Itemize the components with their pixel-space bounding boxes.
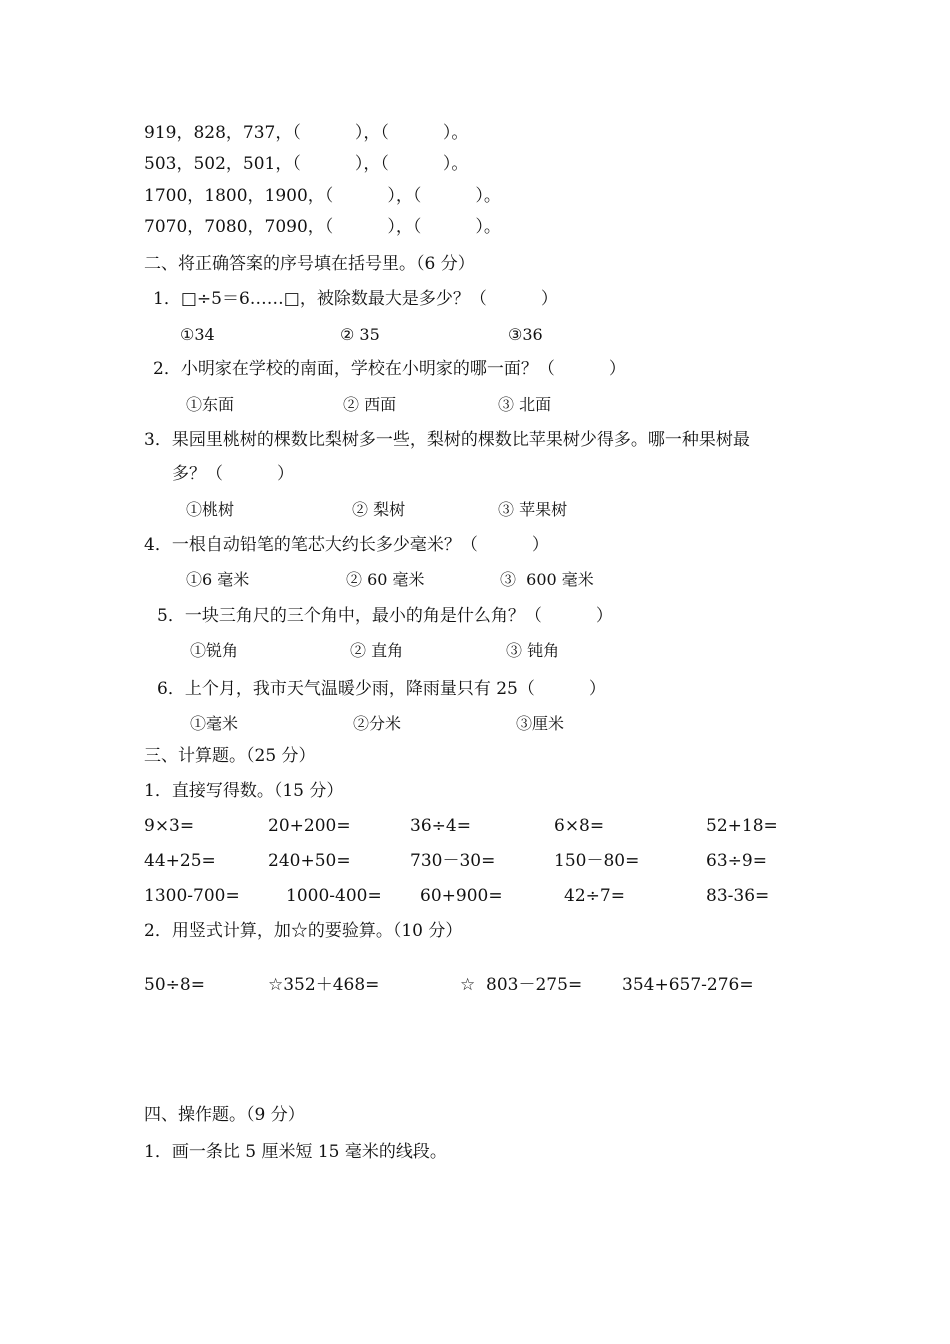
option-2-1-b: ② 35 bbox=[340, 325, 380, 344]
option-2-5-a: ①锐角 bbox=[190, 641, 239, 660]
section-3-heading: 三、计算题。（25 分） bbox=[144, 746, 316, 766]
calc-1-2: 20+200= bbox=[268, 816, 351, 836]
calc-1-1: 9×3= bbox=[144, 816, 195, 836]
calc-3-4: 42÷7= bbox=[564, 886, 625, 906]
option-2-5-c: ③ 钝角 bbox=[506, 641, 560, 660]
option-2-4-b: ② 60 毫米 bbox=[346, 570, 425, 589]
question-2-4: 4．一根自动铅笔的笔芯大约长多少毫米？（ ） bbox=[144, 535, 549, 555]
vertical-calc-4: 354+657-276= bbox=[622, 975, 754, 995]
question-4-1: 1．画一条比 5 厘米短 15 毫米的线段。 bbox=[144, 1142, 447, 1162]
option-2-2-b: ② 西面 bbox=[343, 395, 397, 414]
calc-2-5: 63÷9= bbox=[706, 851, 767, 871]
section-2-heading: 二、将正确答案的序号填在括号里。（6 分） bbox=[144, 254, 475, 274]
section-3-sub-1: 1．直接写得数。（15 分） bbox=[144, 781, 344, 801]
question-2-2: 2．小明家在学校的南面，学校在小明家的哪一面？（ ） bbox=[153, 359, 626, 379]
question-2-3-line-2: 多？（ ） bbox=[172, 464, 295, 484]
option-2-2-c: ③ 北面 bbox=[498, 395, 552, 414]
option-2-4-c: ③ 600 毫米 bbox=[500, 570, 594, 589]
option-2-2-a: ①东面 bbox=[186, 395, 235, 414]
calc-2-3: 730－30= bbox=[410, 851, 496, 871]
option-2-3-a: ①桃树 bbox=[186, 500, 235, 519]
calc-1-4: 6×8= bbox=[554, 816, 605, 836]
calc-3-1: 1300-700= bbox=[144, 886, 240, 906]
option-2-6-b: ②分米 bbox=[353, 714, 402, 733]
option-2-5-b: ② 直角 bbox=[350, 641, 404, 660]
question-2-3-line-1: 3．果园里桃树的棵数比梨树多一些，梨树的棵数比苹果树少得多。哪一种果树最 bbox=[144, 430, 750, 450]
section-3-sub-2: 2．用竖式计算，加☆的要验算。（10 分） bbox=[144, 921, 463, 941]
calc-2-4: 150－80= bbox=[554, 851, 640, 871]
option-2-6-a: ①毫米 bbox=[190, 714, 239, 733]
option-2-3-c: ③ 苹果树 bbox=[498, 500, 568, 519]
option-2-1-c: ③36 bbox=[508, 325, 543, 344]
calc-1-3: 36÷4= bbox=[410, 816, 471, 836]
question-2-5: 5．一块三角尺的三个角中，最小的角是什么角？（ ） bbox=[157, 606, 613, 626]
option-2-3-b: ② 梨树 bbox=[352, 500, 406, 519]
calc-3-3: 60+900= bbox=[420, 886, 503, 906]
calc-2-1: 44+25= bbox=[144, 851, 216, 871]
question-2-6: 6．上个月，我市天气温暖少雨，降雨量只有 25（ ） bbox=[157, 679, 606, 699]
sequence-line-3: 1700，1800，1900，（ ），（ ）。 bbox=[144, 186, 501, 206]
question-2-1: 1．□÷5＝6……□，被除数最大是多少？（ ） bbox=[153, 289, 558, 309]
calc-3-2: 1000-400= bbox=[286, 886, 382, 906]
sequence-line-1: 919，828，737，（ ），（ ）。 bbox=[144, 123, 469, 143]
option-2-1-a: ①34 bbox=[180, 325, 215, 344]
option-2-4-a: ①6 毫米 bbox=[186, 570, 250, 589]
vertical-calc-3: ☆ 803－275= bbox=[460, 975, 583, 995]
vertical-calc-1: 50÷8= bbox=[144, 975, 205, 995]
section-4-heading: 四、操作题。（9 分） bbox=[144, 1105, 305, 1125]
calc-3-5: 83-36= bbox=[706, 886, 770, 906]
option-2-6-c: ③厘米 bbox=[516, 714, 565, 733]
sequence-line-4: 7070，7080，7090，（ ），（ ）。 bbox=[144, 217, 501, 237]
calc-2-2: 240+50= bbox=[268, 851, 351, 871]
vertical-calc-2: ☆352＋468= bbox=[268, 975, 380, 995]
calc-1-5: 52+18= bbox=[706, 816, 778, 836]
sequence-line-2: 503，502，501，（ ），（ ）。 bbox=[144, 154, 469, 174]
